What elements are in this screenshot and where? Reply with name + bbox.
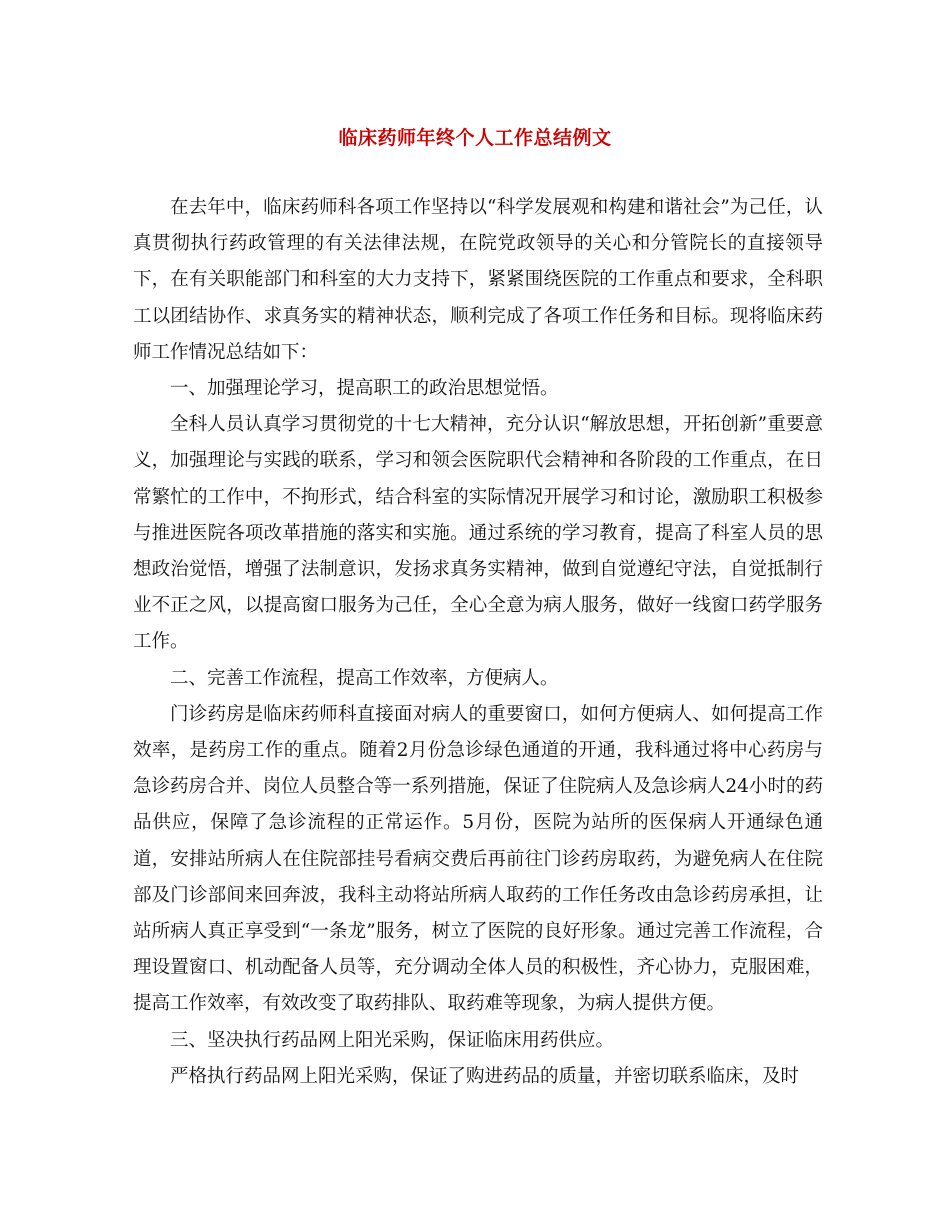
section-heading-2: 二、完善工作流程，提高工作效率，方便病人。: [170, 667, 559, 689]
intro-paragraph: 在去年中，临床药师科各项工作坚持以“科学发展观和构建和谐社会”为己任，认真贯彻执行药政管理的有关法律法规，在院党政领导的关心和分管院长的直接领导下，在有关职能部门和科室的大力支持下，紧紧围绕医院的工作重点和要求，全科职工以团结协作、求真务实的精神状态，顺利完成了各项工作任务和目标。现将临床药师工作情况总结如下：: [133, 197, 823, 363]
section-paragraph-1: 全科人员认真学习贯彻党的十七大精神，充分认识“解放思想，开拓创新”重要意义，加强理论与实践的联系，学习和领会医院职代会精神和各阶段的工作重点，在日常繁忙的工作中，不拘形式，结合科室的实际情况开展学习和讨论，激励职工积极参与推进医院各项改革措施的落实和实施。通过系统的学习教育，提高了科室人员的思想政治觉悟，增强了法制意识，发扬求真务实精神，做到自觉遵纪守法，自觉抵制行业不正之风，以提高窗口服务为己任，全心全意为病人服务，做好一线窗口药学服务工作。: [133, 414, 823, 653]
document-body: [133, 190, 823, 1095]
document-title: 临床药师年终个人工作总结例文: [338, 127, 612, 149]
section-heading-1: 一、加强理论学习，提高职工的政治思想觉悟。: [170, 378, 559, 400]
section-paragraph-2: 门诊药房是临床药师科直接面对病人的重要窗口，如何方便病人、如何提高工作效率，是药房工作的重点。随着2月份急诊绿色通道的开通，我科通过将中心药房与急诊药房合并、岗位人员整合等一系列措施，保证了住院病人及急诊病人24小时的药品供应，保障了急诊流程的正常运作。5月份，医院为站所的医保病人开通绿色通道，安排站所病人在住院部挂号看病交费后再前往门诊药房取药，为避免病人在住院部及门诊部间来回奔波，我科主动将站所病人取药的工作任务改由急诊药房承担，让站所病人真正享受到“一条龙”服务，树立了医院的良好形象。通过完善工作流程，合理设置窗口、机动配备人员等，充分调动全体人员的积极性，齐心协力，克服困难，提高工作效率，有效改变了取药排队、取药难等现象，为病人提供方便。: [133, 703, 823, 1015]
section-paragraph-3: 严格执行药品网上阳光采购，保证了购进药品的质量，并密切联系临床，及时: [170, 1065, 800, 1087]
section-heading-3: 三、坚决执行药品网上阳光采购，保证临床用药供应。: [170, 1029, 615, 1051]
